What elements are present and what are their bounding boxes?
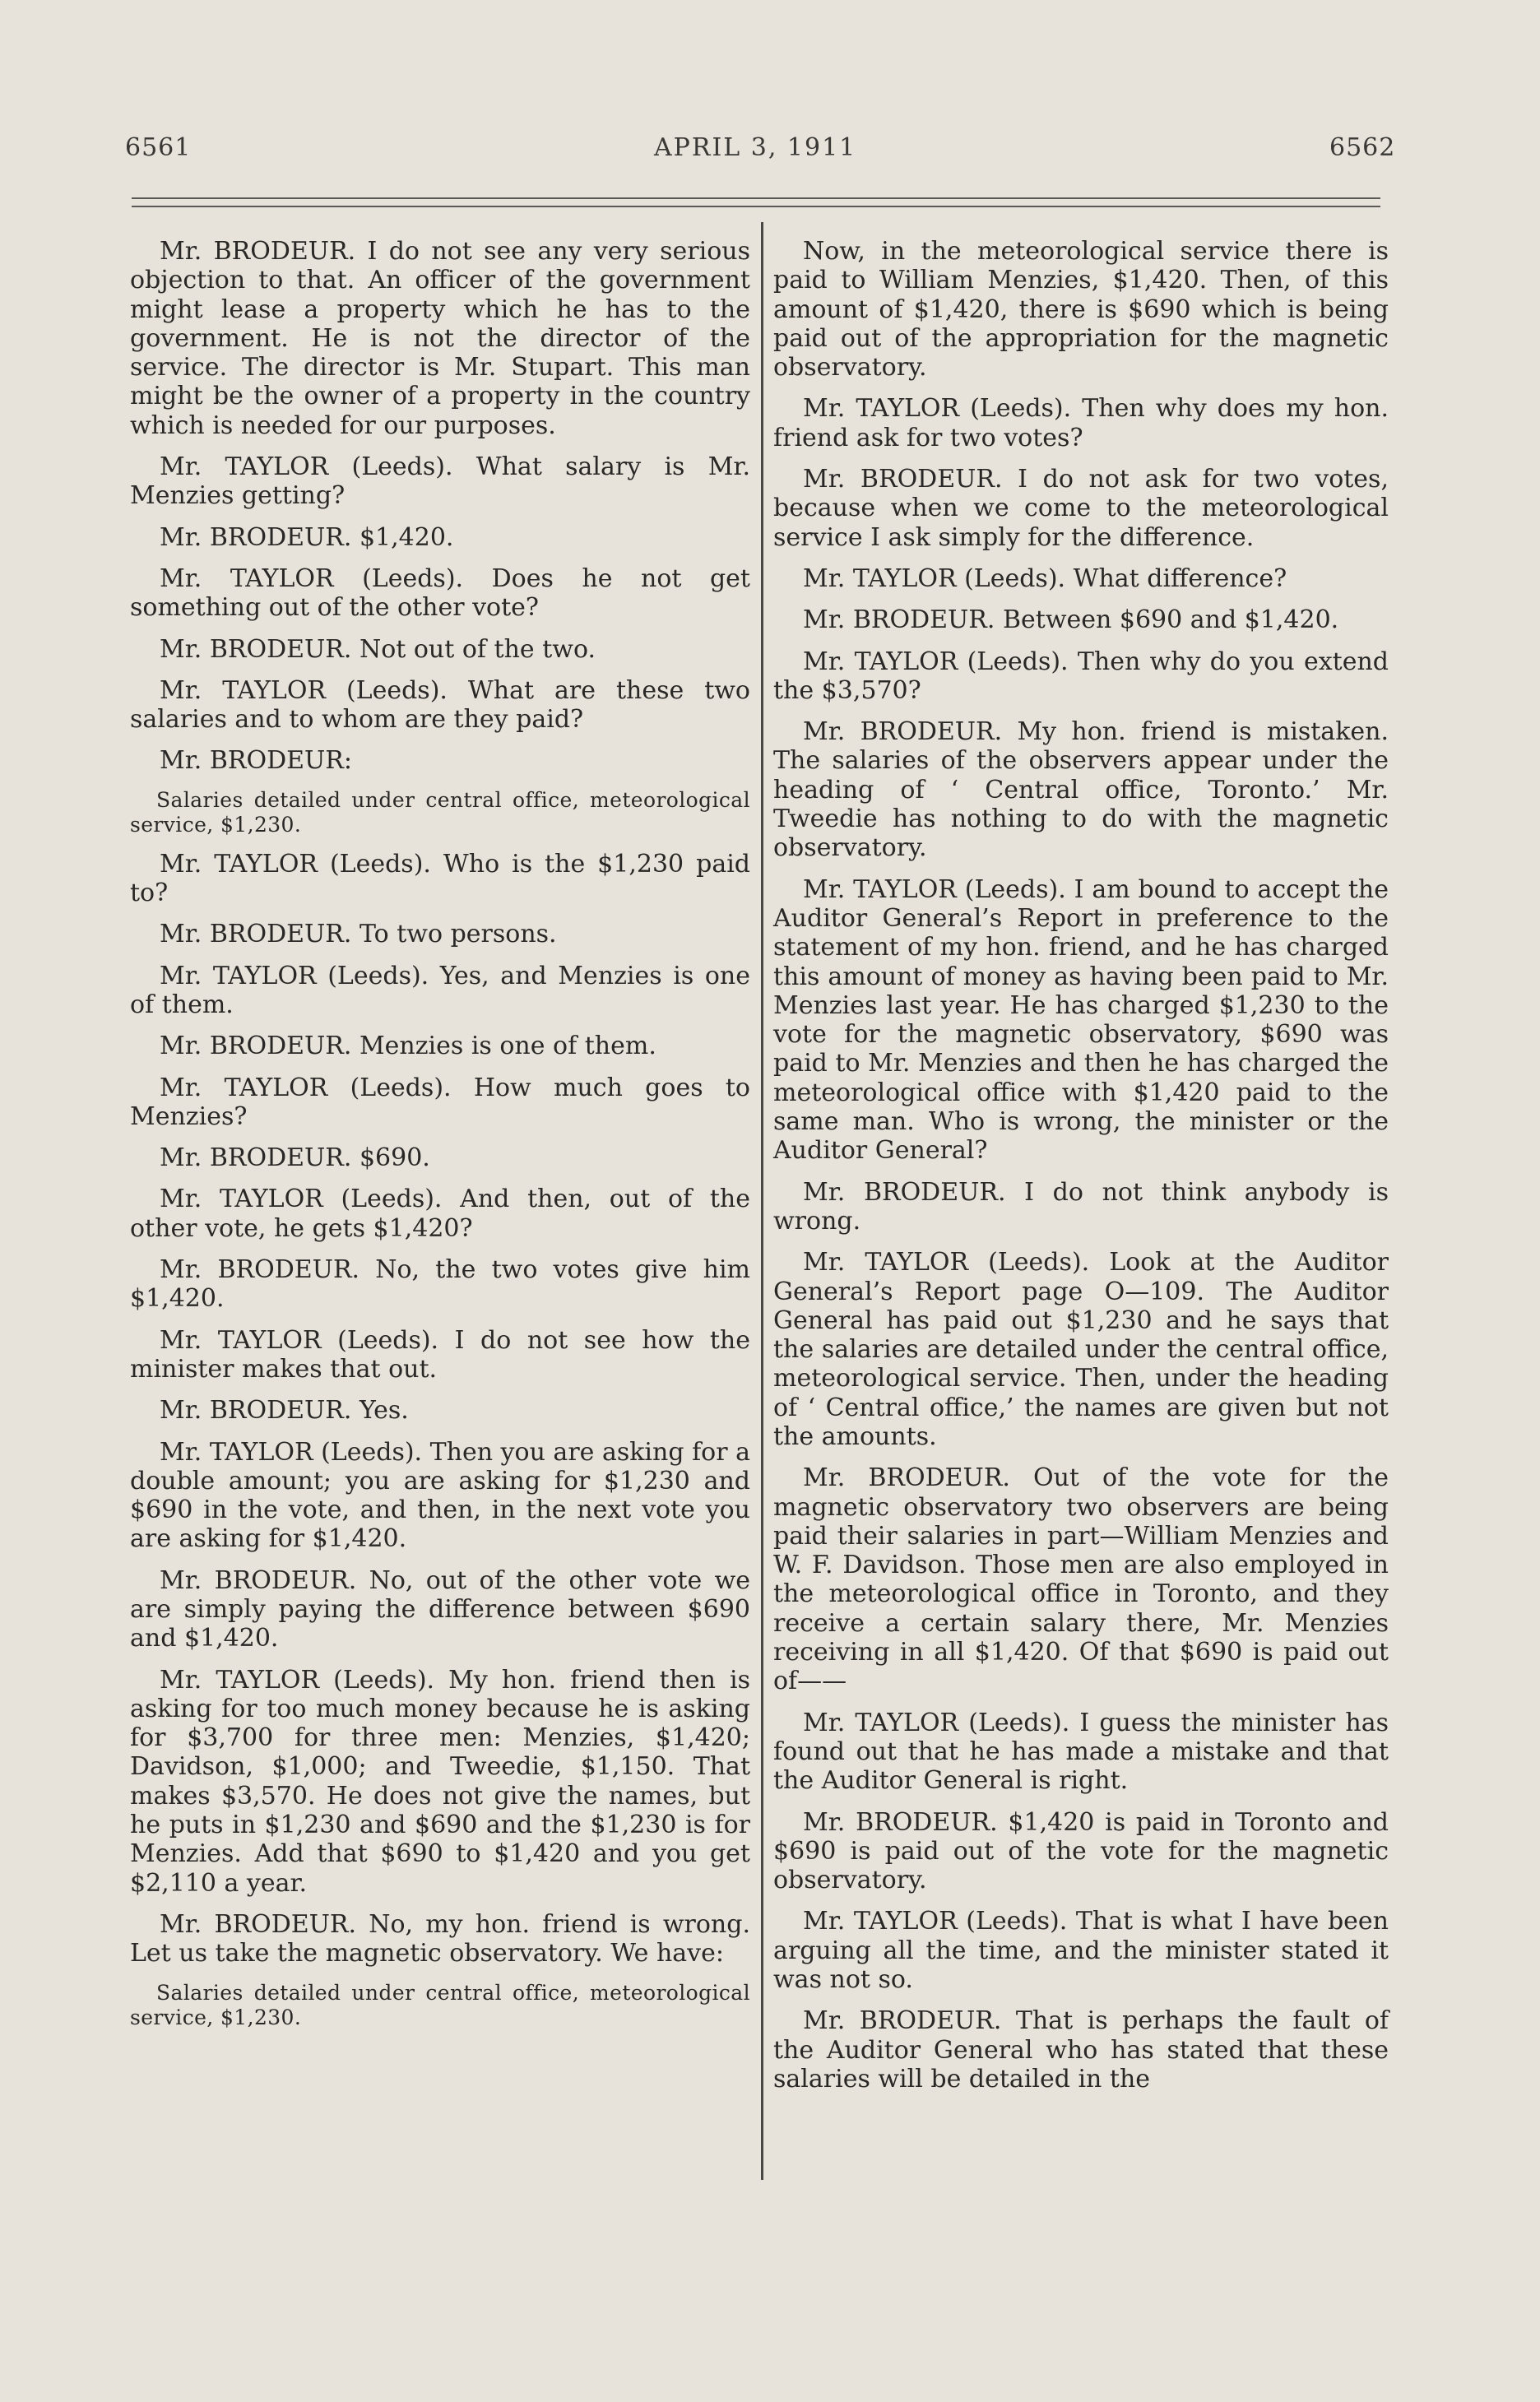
quoted-item: Salaries detailed under central office, meteorological service, $1,230. <box>130 1980 750 2029</box>
header-rule-top <box>132 197 1380 199</box>
paragraph: Mr. BRODEUR. Yes. <box>160 1396 409 1426</box>
paragraph: Mr. TAYLOR (Leeds). My hon. friend then is asking for too much money because he is asking for $3,700 for three men: Menzies, $1,420; Davidson, $1,000; and Tweedie, $1,150. That makes $3,570. He does not give the names, but he puts in $1,230 and $690 and the $1,230 is for Menzies. Add that $690 to $1,420 and you get $2,110 a year. <box>130 1665 750 1898</box>
paragraph: Mr. BRODEUR. No, my hon. friend is wrong. Let us take the magnetic observatory. We have: <box>130 1909 750 1968</box>
paragraph: Mr. TAYLOR (Leeds). Who is the $1,230 paid to? <box>130 849 750 908</box>
quoted-item: Salaries detailed under central office, meteorological service, $1,230. <box>130 787 750 837</box>
paragraph: Mr. TAYLOR (Leeds). Look at the Auditor General’s Report page O—109. The Auditor General has paid out $1,230 and he says that the salaries are detailed under the central office, meteorological service. Then, under the heading of ‘ Central office,’ the names are given but not the amounts. <box>773 1248 1389 1451</box>
paragraph: Mr. BRODEUR. My hon. friend is mistaken. The salaries of the observers appear under the heading of ‘ Central office, Toronto.’ Mr. Tweedie has nothing to do with the magnetic observatory. <box>773 717 1389 863</box>
paragraph: Mr. BRODEUR. To two persons. <box>160 920 557 949</box>
paragraph: Mr. TAYLOR (Leeds). How much goes to Menzies? <box>130 1073 750 1131</box>
paragraph: Mr. TAYLOR (Leeds). I guess the minister has found out that he has made a mistake and that the Auditor General is right. <box>773 1708 1389 1796</box>
paragraph: Mr. BRODEUR. That is perhaps the fault of the Auditor General who has stated that these salaries will be detailed in the <box>773 2006 1389 2094</box>
paragraph: Mr. TAYLOR (Leeds). I am bound to accept the Auditor General’s Report in preference to the statement of my hon. friend, and he has charged this amount of money as having been paid to Mr. Menzies last year. He has charged $1,230 to the vote for the magnetic observatory, $690 was paid to Mr. Menzies and then he has charged the meteorological office with $1,420 paid to the same man. Who is wrong, the minister or the Auditor General? <box>773 874 1389 1166</box>
paragraph: Mr. TAYLOR (Leeds). Then why does my hon. friend ask for two votes? <box>773 394 1389 452</box>
paragraph: Mr. BRODEUR. I do not think anybody is wrong. <box>773 1177 1389 1236</box>
paragraph: Mr. TAYLOR (Leeds). And then, out of the other vote, he gets $1,420? <box>130 1185 750 1243</box>
right-column <box>773 237 1389 2106</box>
paragraph: Mr. BRODEUR. Between $690 and $1,420. <box>803 605 1339 635</box>
paragraph: Mr. BRODEUR. $690. <box>160 1143 430 1173</box>
paragraph: Mr. BRODEUR. No, out of the other vote we are simply paying the difference between $690 and $1,420. <box>130 1565 750 1653</box>
paragraph: Now, in the meteorological service there is paid to William Menzies, $1,420. Then, of this amount of $1,420, there is $690 which is being paid out of the appropriation for the magnetic observatory. <box>773 237 1389 383</box>
paragraph: Mr. TAYLOR (Leeds). That is what I have been arguing all the time, and the minister stated it was not so. <box>773 1907 1389 1995</box>
paragraph: Mr. BRODEUR. Not out of the two. <box>160 634 596 664</box>
page-date-header: APRIL 3, 1911 <box>654 133 857 162</box>
paragraph: Mr. TAYLOR (Leeds). What salary is Mr. Menzies getting? <box>130 452 750 511</box>
paragraph: Mr. BRODEUR. No, the two votes give him $1,420. <box>130 1255 750 1314</box>
paragraph: Mr. BRODEUR. Menzies is one of them. <box>160 1032 656 1061</box>
right-page-number: 6562 <box>1329 133 1396 162</box>
paragraph: Mr. TAYLOR (Leeds). Yes, and Menzies is one of them. <box>130 961 750 1019</box>
paragraph: Mr. TAYLOR (Leeds). Then you are asking for a double amount; you are asking for $1,230 and $690 in the vote, and then, in the next vote you are asking for $1,420. <box>130 1437 750 1554</box>
column-divider <box>761 222 763 2180</box>
paragraph: Mr. BRODEUR. $1,420. <box>160 522 454 552</box>
paragraph: Mr. TAYLOR (Leeds). Then why do you extend the $3,570? <box>773 647 1389 705</box>
left-column <box>130 237 750 2043</box>
paragraph: Mr. BRODEUR. I do not see any very serious objection to that. An officer of the government might lease a property which he has to the government. He is not the director of the service. The director is Mr. Stupart. This man might be the owner of a property in the country which is needed for our purposes. <box>130 237 750 440</box>
paragraph: Mr. BRODEUR. I do not ask for two votes, because when we come to the meteorological service I ask simply for the difference. <box>773 465 1389 552</box>
paragraph: Mr. TAYLOR (Leeds). What are these two salaries and to whom are they paid? <box>130 675 750 735</box>
paragraph: Mr. BRODEUR. Out of the vote for the magnetic observatory two observers are being paid their salaries in part—William Menzies and W. F. Davidson. Those men are also employed in the meteorological office in Toronto, and they receive a certain salary there, Mr. Menzies receiving in all $1,420. Of that $690 is paid out of—— <box>773 1463 1389 1696</box>
header-rule-bottom <box>132 206 1380 207</box>
left-page-number: 6561 <box>125 133 192 162</box>
paragraph: Mr. BRODEUR: <box>160 746 352 776</box>
paragraph: Mr. TAYLOR (Leeds). What difference? <box>803 563 1287 593</box>
paragraph: Mr. TAYLOR (Leeds). Does he not get something out of the other vote? <box>130 563 750 623</box>
paragraph: Mr. TAYLOR (Leeds). I do not see how the minister makes that out. <box>130 1325 750 1384</box>
paragraph: Mr. BRODEUR. $1,420 is paid in Toronto and $690 is paid out of the vote for the magnetic observatory. <box>773 1807 1389 1895</box>
